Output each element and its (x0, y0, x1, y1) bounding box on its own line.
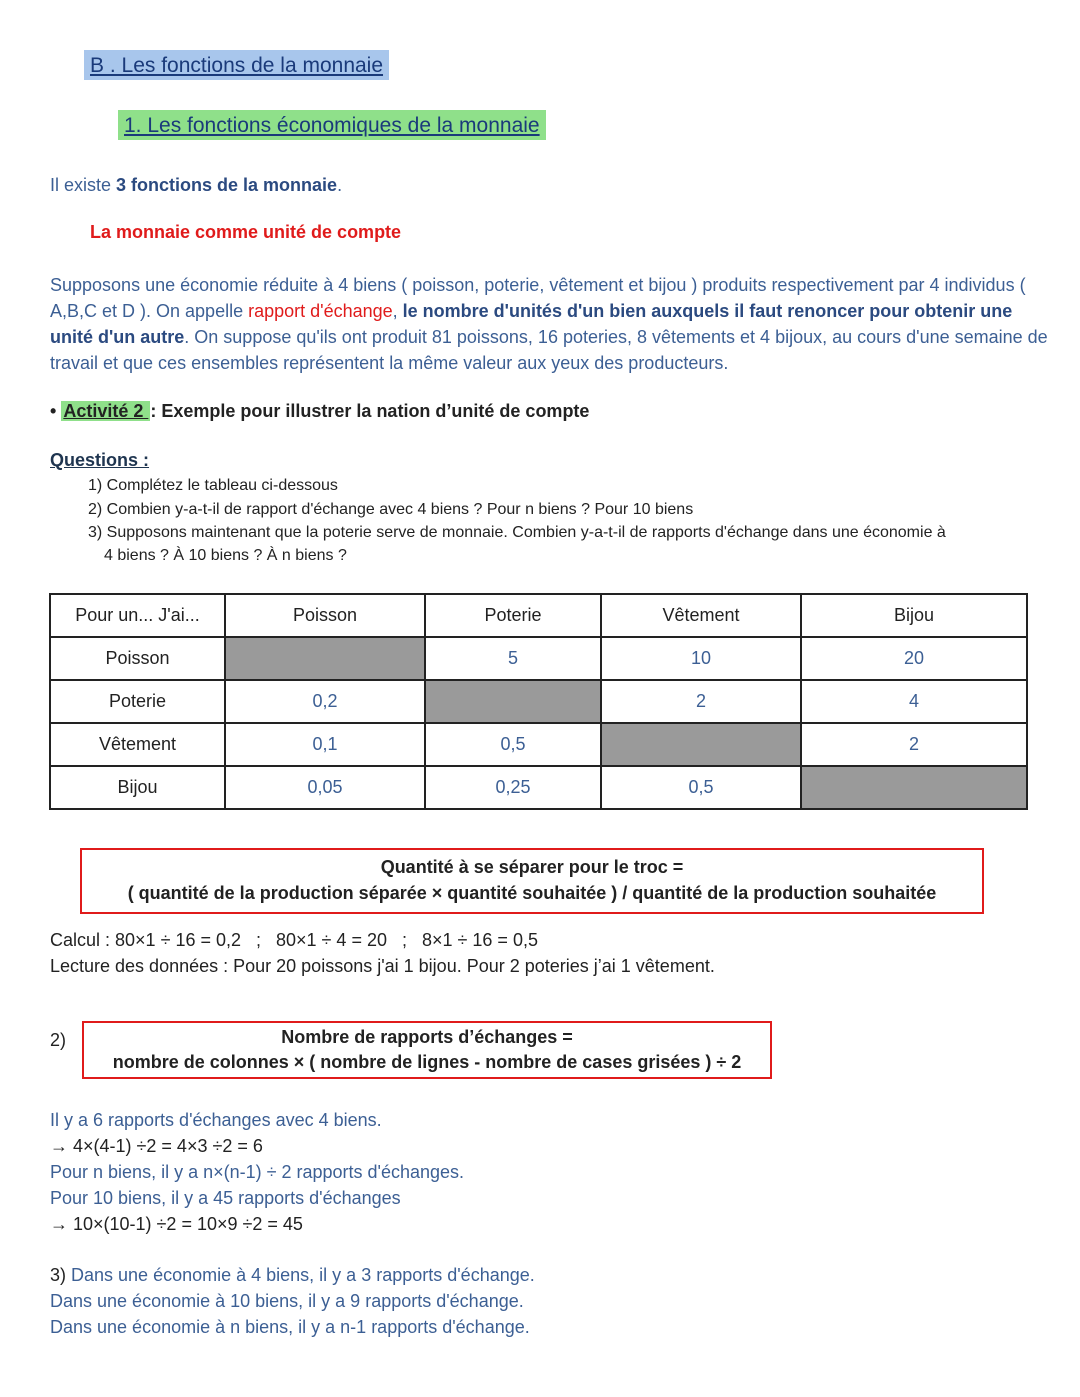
grayed-cell (225, 637, 425, 680)
table-cell: 4 (801, 680, 1027, 723)
question-3-continued: 4 biens ? À 10 biens ? À n biens ? (104, 547, 347, 564)
question-1: 1) Complétez le tableau ci-dessous (88, 477, 338, 494)
table-header-cell: Pour un... J'ai... (50, 594, 225, 637)
table-row (50, 723, 1027, 766)
answer-2-line: → 4×(4-1) ÷2 = 4×3 ÷2 = 6 (50, 1136, 263, 1156)
questions-title: Questions : (50, 450, 150, 470)
formula2-line1: Nombre de rapports d’échanges = (281, 1027, 573, 1047)
bullet-icon: • (50, 401, 57, 421)
answer-3-number: 3) (50, 1265, 67, 1285)
intro-bold: 3 fonctions de la monnaie (116, 175, 338, 195)
answer-3-line3: Dans une économie à n biens, il y a n-1 rapports d'échange. (50, 1317, 530, 1337)
formula2-line2: nombre de colonnes × ( nombre de lignes - nombre de cases grisées ) ÷ 2 (112, 1052, 742, 1072)
table-cell: 10 (601, 637, 801, 680)
answer-2-line: Il y a 6 rapports d'échanges avec 4 biens. (50, 1110, 382, 1130)
exchange-count-formula-box (82, 1021, 772, 1079)
intro-text (50, 172, 342, 198)
question-3: 3) Supposons maintenant que la poterie serve de monnaie. Combien y-a-t-il de rapports d'échange dans une économie à (88, 524, 946, 541)
table-cell: 0,5 (601, 766, 801, 809)
paragraph-part1: Supposons une économie réduite à 4 biens ( poisson, poterie, vêtement et bijou ) produits respectivement par 4 individus ( A,B,C et D ). On appelle (50, 275, 1026, 321)
formula1-line1: Quantité à se séparer pour le troc = (380, 857, 684, 877)
table-cell: 2 (601, 680, 801, 723)
exchange-ratio-table (49, 593, 1028, 810)
table-header-cell: Vêtement (601, 594, 801, 637)
table-header-row (50, 594, 1027, 637)
paragraph-bold-definition: le nombre d'unités d'un bien auxquels il faut renoncer pour obtenir une unité d'un autre (50, 301, 1013, 347)
answer-3-line1 (50, 1262, 535, 1288)
table-cell: 0,1 (225, 723, 425, 766)
answer-3 (50, 1262, 535, 1340)
paragraph-part2: , (392, 301, 403, 321)
table-cell: 2 (801, 723, 1027, 766)
answer-2-line: Pour 10 biens, il y a 45 rapports d'échanges (50, 1188, 401, 1208)
table-row (50, 766, 1027, 809)
activity-tag: Activité 2 (63, 401, 149, 421)
table-cell: 0,2 (225, 680, 425, 723)
row-label: Poisson (50, 637, 225, 680)
table-cell: 0,05 (225, 766, 425, 809)
row-label: Poterie (50, 680, 225, 723)
activity-heading (50, 401, 589, 422)
answer-3-text: Dans une économie à 4 biens, il y a 3 rapports d'échange. (66, 1265, 535, 1285)
grayed-cell (801, 766, 1027, 809)
grayed-cell (425, 680, 601, 723)
paragraph-part3: . On suppose qu'ils ont produit 81 poissons, 16 poteries, 8 vêtements et 4 bijoux, au cours d'une semaine de travail et que ces ensembles représentent la même valeur aux yeux des producteurs. (50, 327, 1048, 373)
answer-2-line: Pour n biens, il y a n×(n-1) ÷ 2 rapports d'échanges. (50, 1162, 465, 1182)
table-header-cell: Poisson (225, 594, 425, 637)
grayed-cell (601, 723, 801, 766)
table-cell: 20 (801, 637, 1027, 680)
section-1-heading: 1. Les fonctions économiques de la monnaie (118, 110, 546, 140)
question-2-label: 2) (50, 1030, 67, 1050)
question-2: 2) Combien y-a-t-il de rapport d'échange avec 4 biens ? Pour n biens ? Pour 10 biens (88, 501, 694, 518)
answer-3-line2: Dans une économie à 10 biens, il y a 9 rapports d'échange. (50, 1291, 524, 1311)
table-header-cell: Poterie (425, 594, 601, 637)
table-cell: 5 (425, 637, 601, 680)
calculation-text (50, 927, 715, 979)
table-cell: 0,25 (425, 766, 601, 809)
table-cell: 0,5 (425, 723, 601, 766)
paragraph-red-term: rapport d'échange (248, 301, 393, 321)
table-header-cell: Bijou (801, 594, 1027, 637)
subtitle-unit-of-account: La monnaie comme unité de compte (90, 222, 402, 242)
intro-paragraph (50, 272, 1050, 376)
section-b-heading: B . Les fonctions de la monnaie (84, 50, 389, 80)
answer-2 (50, 1107, 464, 1237)
row-label: Bijou (50, 766, 225, 809)
calc-line2: Lecture des données : Pour 20 poissons j'ai 1 bijou. Pour 2 poteries j’ai 1 vêtement. (50, 956, 715, 976)
intro-prefix: Il existe (50, 175, 117, 195)
intro-suffix: . (337, 175, 343, 195)
activity-title: : Exemple pour illustrer la nation d’unité de compte (150, 401, 590, 421)
calc-line1: Calcul : 80×1 ÷ 16 = 0,2 ; 80×1 ÷ 4 = 20 ; 8×1 ÷ 16 = 0,5 (50, 930, 538, 950)
table-row (50, 637, 1027, 680)
answer-2-line: → 10×(10-1) ÷2 = 10×9 ÷2 = 45 (50, 1214, 303, 1234)
row-label: Vêtement (50, 723, 225, 766)
formula1-line2: ( quantité de la production séparée × quantité souhaitée ) / quantité de la production souhaitée (127, 883, 937, 903)
table-row (50, 680, 1027, 723)
barter-quantity-formula-box (80, 848, 984, 914)
